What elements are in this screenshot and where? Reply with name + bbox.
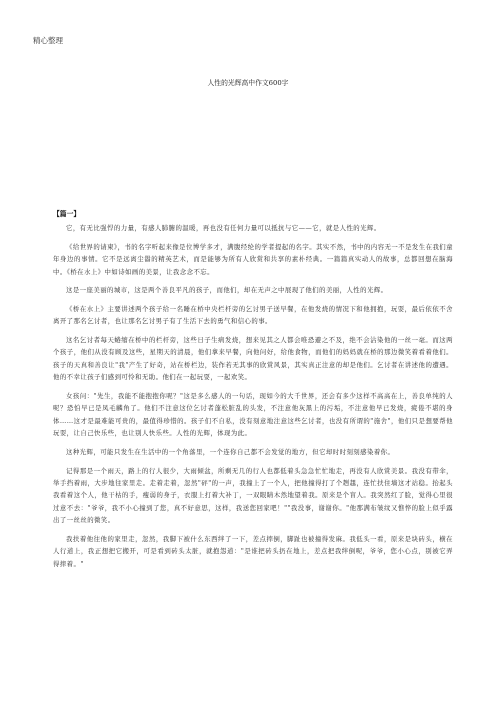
paragraph: 《给世界的请柬》，书的名字听起来像是位博学多才，满腹经纶的学者提起的名字。其实不然，书中的内容无一不是发生在我们童年身边的事情。它不是远离尘嚣的精英艺术，而是能够为所有人欣赏和共享的素朴经典。一篇篇真实动人的故事，总都回想在脑海中。《桥在水上》中如诗如画的美景，让我念念不忘。	[53, 242, 453, 276]
paragraph: 它，有无比强悍的力量，有感人肺腑的温暖，再也没有任何力量可以抵抗与它——它，就是人性的光辉。	[66, 224, 381, 232]
header-label: 精心整理	[33, 36, 63, 45]
paragraph: 这名乞讨者每天蜷缩在桥中的栏杆旁，这些日子生病发烧，想来见其之人都会唯恐避之不及，绝不会沾染他的一丝一毫。而这两个孩子，他们从没有顾及这些，星期天的清晨，他们拿来早餐，向他问好，给他食物，而他们的妈妈就在桥的那边微笑着看着他们。孩子的天真和善良让"我"产生了好奇，站在桥栏边，装作若无其事的欣赏风景，其实真正注意的却是他们。乞讨者在讲述他的遭遇。他的不幸让孩子们感到可怜和无助。他们在一起玩耍，一起欢笑。	[53, 336, 453, 382]
section-label: 【篇一】	[53, 210, 81, 218]
paragraph: 记得那是一个雨天，路上的行人很少，大雨倾盆，所剩无几的行人也都低着头急急忙忙地走，再没有人欣赏美景。我没有带伞，举手挡着雨，大步地往家里走。走着走着，忽然"砰"的一声，我撞上了一个人，把他撞得打了个趔趄，连忙扶住墙这才站稳。抬起头我看着这个人，他干枯的手，瘦弱的身子，衣服上打着大补丁，一双眼睛木然地望着我。原来是个盲人。我突然红了脸，觉得心里很过意不去："爷爷，我不小心撞到了您，真不好意思，这样，我送您回家吧！""我没事，谢谢你。"他那满布皱纹又憔悴的脸上似乎露出了一丝丝的微笑。	[53, 466, 453, 525]
paragraph: 《桥在水上》主要讲述两个孩子给一名睡在桥中央栏杆旁的乞讨男子送早餐，在他发烧的情况下和他拥抱，玩耍，最后依依不舍离开了那名乞讨者，也让那名乞讨男子有了生活下去的勇气和信心的事。	[53, 304, 453, 326]
document-title: 人性的光辉高中作文600字	[207, 79, 289, 87]
paragraph: 女孩问："先生，我能不能抱抱你呢？"这是多么感人的一句话，现如今的大千世界，还会有多少这样不高高在上，善良单纯的人呢？恐怕早已是凤毛麟角了。他们不注意这位乞讨者蓬松脏乱的头发，不注意他灰黑上的污垢，不注意他早已发烧，疲倦不堪的身体……这才是最难能可贵的，最值得珍惜的。孩子们不自私，没有刻意地注意这些乞讨者，也没有所谓的"施舍"，他们只是想要帮他玩耍，让自己快乐些，也让别人快乐些。人性的光辉，体现为此。	[53, 391, 453, 438]
article-body	[53, 222, 453, 576]
paragraph: 这种光辉，可能只发生在生活中的一个角落里，一个连你自己都不会发觉的地方，但它却时时刻刻感染着你。	[66, 447, 395, 456]
paragraph: 这是一座美丽的城市，这是两个善良平凡的孩子，而他们，却在无声之中展现了他们的美丽，人性的光辉。	[66, 286, 388, 295]
paragraph: 我扶着他往他的家里走，忽然，我脚下被什么东西绊了一下，差点摔倒，脚趾也被撞得发麻。我低头一看，原来是块砖头，横在人行道上，我正想把它搬开，可是看到砖头太脏，就抱怨道："是谁把砖头扔在地上，差点把我绊倒呢，爷爷，您小心点，别被它弄得摔着。"	[53, 534, 453, 568]
